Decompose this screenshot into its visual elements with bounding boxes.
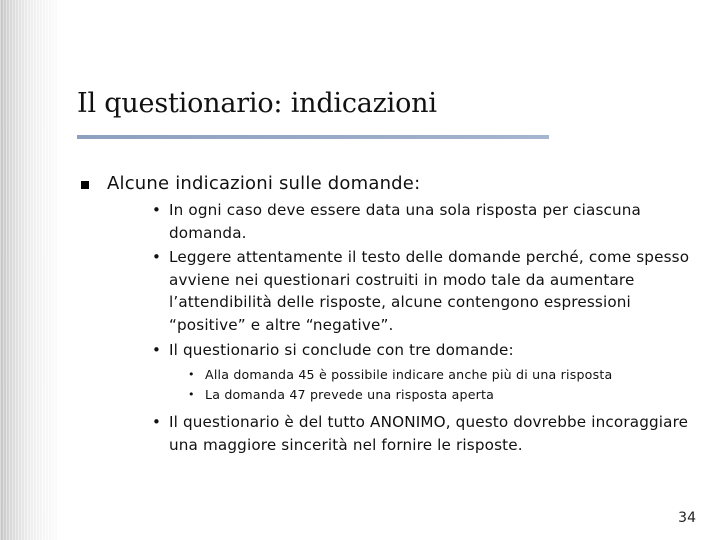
nested-bullet-list	[188, 365, 720, 405]
dot-bullet-icon: •	[188, 388, 195, 402]
sub-bullet-list	[152, 199, 712, 458]
nested-bullet-item	[188, 365, 720, 385]
dot-bullet-icon: •	[152, 201, 161, 219]
main-bullet	[81, 172, 420, 196]
dot-bullet-icon: •	[152, 413, 161, 432]
nested-bullet-item	[188, 385, 720, 405]
decorative-left-stripes	[0, 0, 58, 540]
title-underline-bar	[77, 135, 549, 139]
main-bullet-text: Alcune indicazioni sulle domande:	[107, 173, 421, 194]
sub-bullet-item	[152, 246, 712, 336]
sub-bullet-item	[152, 339, 712, 410]
slide-title: Il questionario: indicazioni	[77, 88, 437, 119]
dot-bullet-icon: •	[188, 368, 195, 382]
sub-bullet-text: Il questionario è del tutto ANONIMO, questo dovrebbe incoraggiare una maggiore sincerità nel fornire le risposte.	[169, 413, 689, 454]
sub-bullet-item	[152, 411, 712, 456]
sub-bullet-text: Il questionario si conclude con tre domande:	[169, 340, 514, 359]
sub-bullet-text: In ogni caso deve essere data una sola risposta per ciascuna domanda.	[169, 201, 642, 242]
sub-bullet-item	[152, 199, 712, 244]
square-bullet-icon	[81, 181, 89, 189]
sub-bullet-text: Leggere attentamente il testo delle domande perché, come spesso avviene nei questionari costruiti in modo tale da aumentare l’attendibilità delle risposte, alcune contengono espressioni “positive” e altre “negative”.	[169, 248, 690, 334]
nested-bullet-text: Alla domanda 45 è possibile indicare anche più di una risposta	[205, 367, 613, 383]
dot-bullet-icon: •	[152, 248, 161, 267]
nested-bullet-text: La domanda 47 prevede una risposta aperta	[205, 387, 495, 403]
page-number: 34	[678, 510, 696, 526]
dot-bullet-icon: •	[152, 340, 161, 359]
